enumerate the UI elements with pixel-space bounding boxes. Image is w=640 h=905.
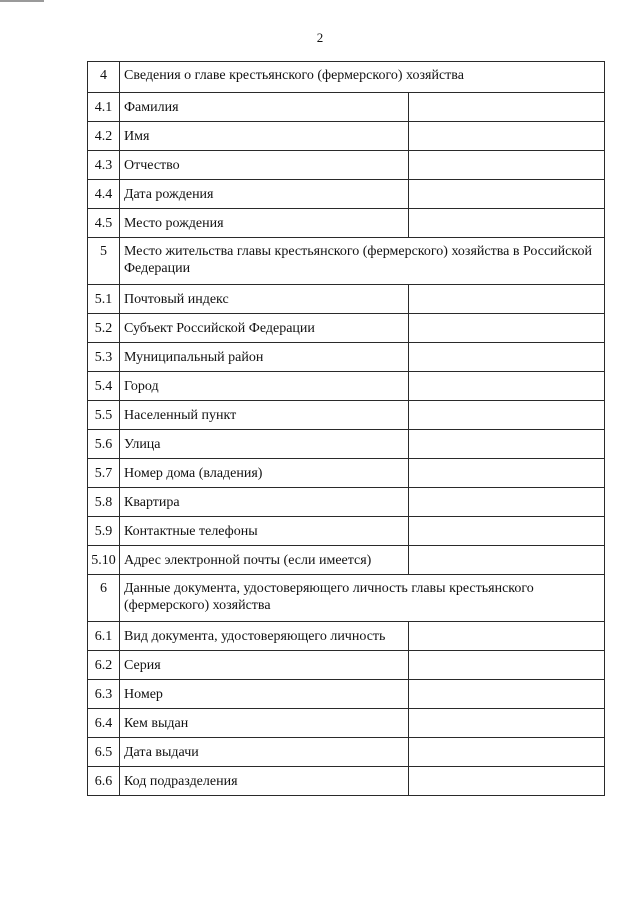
field-label-city: Город — [120, 372, 409, 401]
field-value-apartment[interactable] — [409, 488, 605, 517]
field-label-phones: Контактные телефоны — [120, 517, 409, 546]
field-value-first-name[interactable] — [409, 122, 605, 151]
field-label-apartment: Квартира — [120, 488, 409, 517]
field-value-birth-place[interactable] — [409, 209, 605, 238]
row-number: 4.3 — [88, 151, 120, 180]
row-number: 5.9 — [88, 517, 120, 546]
table-row — [88, 517, 605, 546]
field-value-birth-date[interactable] — [409, 180, 605, 209]
row-number: 5.3 — [88, 343, 120, 372]
field-label-issue-date: Дата выдачи — [120, 738, 409, 767]
field-value-document-number[interactable] — [409, 680, 605, 709]
table-row — [88, 680, 605, 709]
field-label-issued-by: Кем выдан — [120, 709, 409, 738]
row-number: 5.1 — [88, 285, 120, 314]
section-title: Место жительства главы крестьянского (фермерского) хозяйства в Российской Федерации — [120, 238, 605, 285]
field-value-email[interactable] — [409, 546, 605, 575]
table-row — [88, 430, 605, 459]
field-label-document-number: Номер — [120, 680, 409, 709]
table-row — [88, 546, 605, 575]
field-value-phones[interactable] — [409, 517, 605, 546]
field-label-last-name: Фамилия — [120, 93, 409, 122]
section-title: Данные документа, удостоверяющего личность главы крестьянского (фермерского) хозяйства — [120, 575, 605, 622]
row-number: 6.2 — [88, 651, 120, 680]
section-4-header — [88, 62, 605, 93]
field-label-postal-code: Почтовый индекс — [120, 285, 409, 314]
row-number: 5.2 — [88, 314, 120, 343]
field-label-municipal-district: Муниципальный район — [120, 343, 409, 372]
row-number: 5.5 — [88, 401, 120, 430]
section-6-header — [88, 575, 605, 622]
row-number: 6.3 — [88, 680, 120, 709]
field-value-series[interactable] — [409, 651, 605, 680]
page-number: 2 — [316, 30, 324, 45]
table-row — [88, 372, 605, 401]
row-number: 6.4 — [88, 709, 120, 738]
row-number: 4.1 — [88, 93, 120, 122]
table-row — [88, 709, 605, 738]
row-number: 4.2 — [88, 122, 120, 151]
table-row — [88, 314, 605, 343]
field-label-first-name: Имя — [120, 122, 409, 151]
field-label-birth-date: Дата рождения — [120, 180, 409, 209]
field-value-issue-date[interactable] — [409, 738, 605, 767]
field-value-settlement[interactable] — [409, 401, 605, 430]
table-row — [88, 401, 605, 430]
table-row — [88, 767, 605, 796]
field-label-division-code: Код подразделения — [120, 767, 409, 796]
field-label-federal-subject: Субъект Российской Федерации — [120, 314, 409, 343]
field-value-federal-subject[interactable] — [409, 314, 605, 343]
row-number: 6.1 — [88, 622, 120, 651]
field-value-street[interactable] — [409, 430, 605, 459]
scan-corner-mark — [0, 0, 44, 2]
section-title: Сведения о главе крестьянского (фермерского) хозяйства — [120, 62, 605, 93]
table-row — [88, 459, 605, 488]
row-number: 5.10 — [88, 546, 120, 575]
section-number: 4 — [88, 62, 120, 93]
row-number: 4.5 — [88, 209, 120, 238]
table-row — [88, 285, 605, 314]
field-value-municipal-district[interactable] — [409, 343, 605, 372]
row-number: 5.8 — [88, 488, 120, 517]
table-row — [88, 151, 605, 180]
farm-head-form-table — [87, 61, 605, 796]
field-label-house-number: Номер дома (владения) — [120, 459, 409, 488]
table-row — [88, 488, 605, 517]
row-number: 6.5 — [88, 738, 120, 767]
field-label-birth-place: Место рождения — [120, 209, 409, 238]
field-value-last-name[interactable] — [409, 93, 605, 122]
field-value-city[interactable] — [409, 372, 605, 401]
field-value-issued-by[interactable] — [409, 709, 605, 738]
section-number: 6 — [88, 575, 120, 622]
row-number: 5.6 — [88, 430, 120, 459]
table-row — [88, 122, 605, 151]
field-label-document-type: Вид документа, удостоверяющего личность — [120, 622, 409, 651]
row-number: 5.4 — [88, 372, 120, 401]
table-row — [88, 651, 605, 680]
field-value-document-type[interactable] — [409, 622, 605, 651]
field-value-patronymic[interactable] — [409, 151, 605, 180]
row-number: 5.7 — [88, 459, 120, 488]
table-row — [88, 93, 605, 122]
field-label-street: Улица — [120, 430, 409, 459]
table-row — [88, 209, 605, 238]
field-label-email: Адрес электронной почты (если имеется) — [120, 546, 409, 575]
field-value-division-code[interactable] — [409, 767, 605, 796]
row-number: 6.6 — [88, 767, 120, 796]
table-row — [88, 738, 605, 767]
field-label-series: Серия — [120, 651, 409, 680]
table-row — [88, 343, 605, 372]
table-row — [88, 180, 605, 209]
field-value-house-number[interactable] — [409, 459, 605, 488]
section-number: 5 — [88, 238, 120, 285]
field-label-settlement: Населенный пункт — [120, 401, 409, 430]
field-label-patronymic: Отчество — [120, 151, 409, 180]
section-5-header — [88, 238, 605, 285]
row-number: 4.4 — [88, 180, 120, 209]
field-value-postal-code[interactable] — [409, 285, 605, 314]
table-row — [88, 622, 605, 651]
